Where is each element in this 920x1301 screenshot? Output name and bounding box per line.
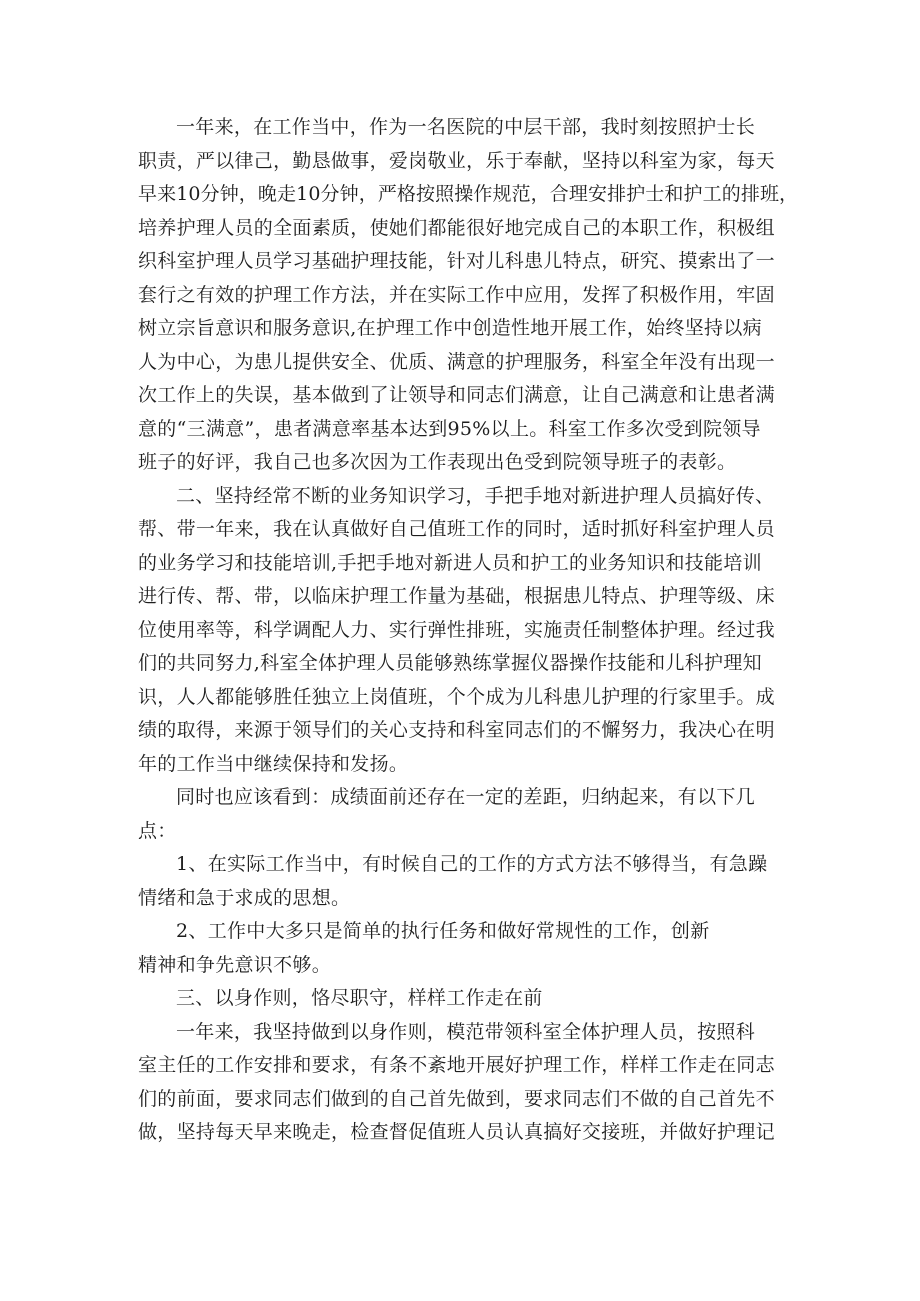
text-line: 早来10分钟，晚走10分钟，严格按照操作规范，合理安排护士和护工的排班， — [138, 183, 799, 205]
paragraph — [138, 982, 798, 1016]
text-line: 们的共同努力,科室全体护理人员能够熟练掌握仪器操作技能和儿科护理知 — [138, 652, 762, 674]
text-line: 班子的好评，我自己也多次因为工作表现出色受到院领导班子的表彰。 — [138, 451, 737, 473]
text-line: 三、以身作则，恪尽职守，样样工作走在前 — [176, 987, 543, 1009]
text-line: 识，人人都能够胜任独立上岗值班，个个成为儿科患儿护理的行家里手。成 — [138, 685, 775, 708]
text-line: 次工作上的失误，基本做到了让领导和同志们满意，让自己满意和让患者满 — [138, 384, 775, 406]
paragraph — [138, 111, 798, 480]
text-line: 做，坚持每天早来晚走，检查督促值班人员认真搞好交接班，并做好护理记 — [138, 1121, 775, 1143]
text-line: 年的工作当中继续保持和发扬。 — [138, 752, 409, 775]
text-line: 二、坚持经常不断的业务知识学习，手把手地对新进护理人员搞好传、 — [176, 484, 775, 507]
paragraph — [138, 1016, 798, 1150]
text-line: 意的“三满意”，患者满意率基本达到95%以上。科室工作多次受到院领导 — [138, 417, 761, 440]
text-line: 们的前面，要求同志们做到的自己首先做到，要求同志们不做的自己首先不 — [138, 1087, 775, 1110]
paragraph — [138, 915, 798, 982]
document-body — [138, 111, 798, 1150]
text-line: 帮、带一年来，我在认真做好自己值班工作的同时，适时抓好科室护理人员 — [138, 518, 775, 540]
paragraph — [138, 848, 798, 915]
text-line: 绩的取得，来源于领导们的关心支持和科室同志们的不懈努力，我决心在明 — [138, 719, 775, 741]
text-line: 点： — [138, 819, 177, 842]
text-line: 进行传、帮、带，以临床护理工作量为基础，根据患儿特点、护理等级、床 — [138, 585, 775, 607]
text-line: 位使用率等，科学调配人力、实行弹性排班，实施责任制整体护理。经过我 — [138, 618, 775, 641]
text-line: 同时也应该看到：成绩面前还存在一定的差距，归纳起来，有以下几 — [176, 786, 756, 808]
text-line: 一年来，在工作当中，作为一名医院的中层干部，我时刻按照护士长 — [176, 116, 756, 138]
text-line: 精神和争先意识不够。 — [138, 953, 332, 976]
text-line: 2、工作中大多只是简单的执行任务和做好常规性的工作，创新 — [176, 920, 710, 942]
text-line: 一年来，我坚持做到以身作则，模范带领科室全体护理人员，按照科 — [176, 1020, 756, 1043]
text-line: 职责，严以律己，勤恳做事，爱岗敬业，乐于奉献，坚持以科室为家，每天 — [138, 149, 775, 172]
text-line: 的业务学习和技能培训,手把手地对新进人员和护工的业务知识和技能培训 — [138, 551, 762, 574]
text-line: 情绪和急于求成的思想。 — [138, 886, 351, 909]
text-line: 1、在实际工作当中，有时候自己的工作的方式方法不够得当，有急躁 — [176, 853, 768, 875]
text-line: 树立宗旨意识和服务意识,在护理工作中创造性地开展工作，始终坚持以病 — [138, 317, 762, 339]
text-line: 室主任的工作安排和要求，有条不紊地开展好护理工作，样样工作走在同志 — [138, 1054, 775, 1076]
text-line: 培养护理人员的全面素质，使她们都能很好地完成自己的本职工作，积极组 — [138, 216, 775, 239]
text-line: 套行之有效的护理工作方法，并在实际工作中应用，发挥了积极作用，牢固 — [138, 283, 775, 306]
paragraph — [138, 480, 798, 782]
text-line: 织科室护理人员学习基础护理技能，针对儿科患儿特点，研究、摸索出了一 — [138, 250, 775, 272]
paragraph — [138, 781, 798, 848]
text-line: 人为中心，为患儿提供安全、优质、满意的护理服务，科室全年没有出现一 — [138, 350, 775, 373]
